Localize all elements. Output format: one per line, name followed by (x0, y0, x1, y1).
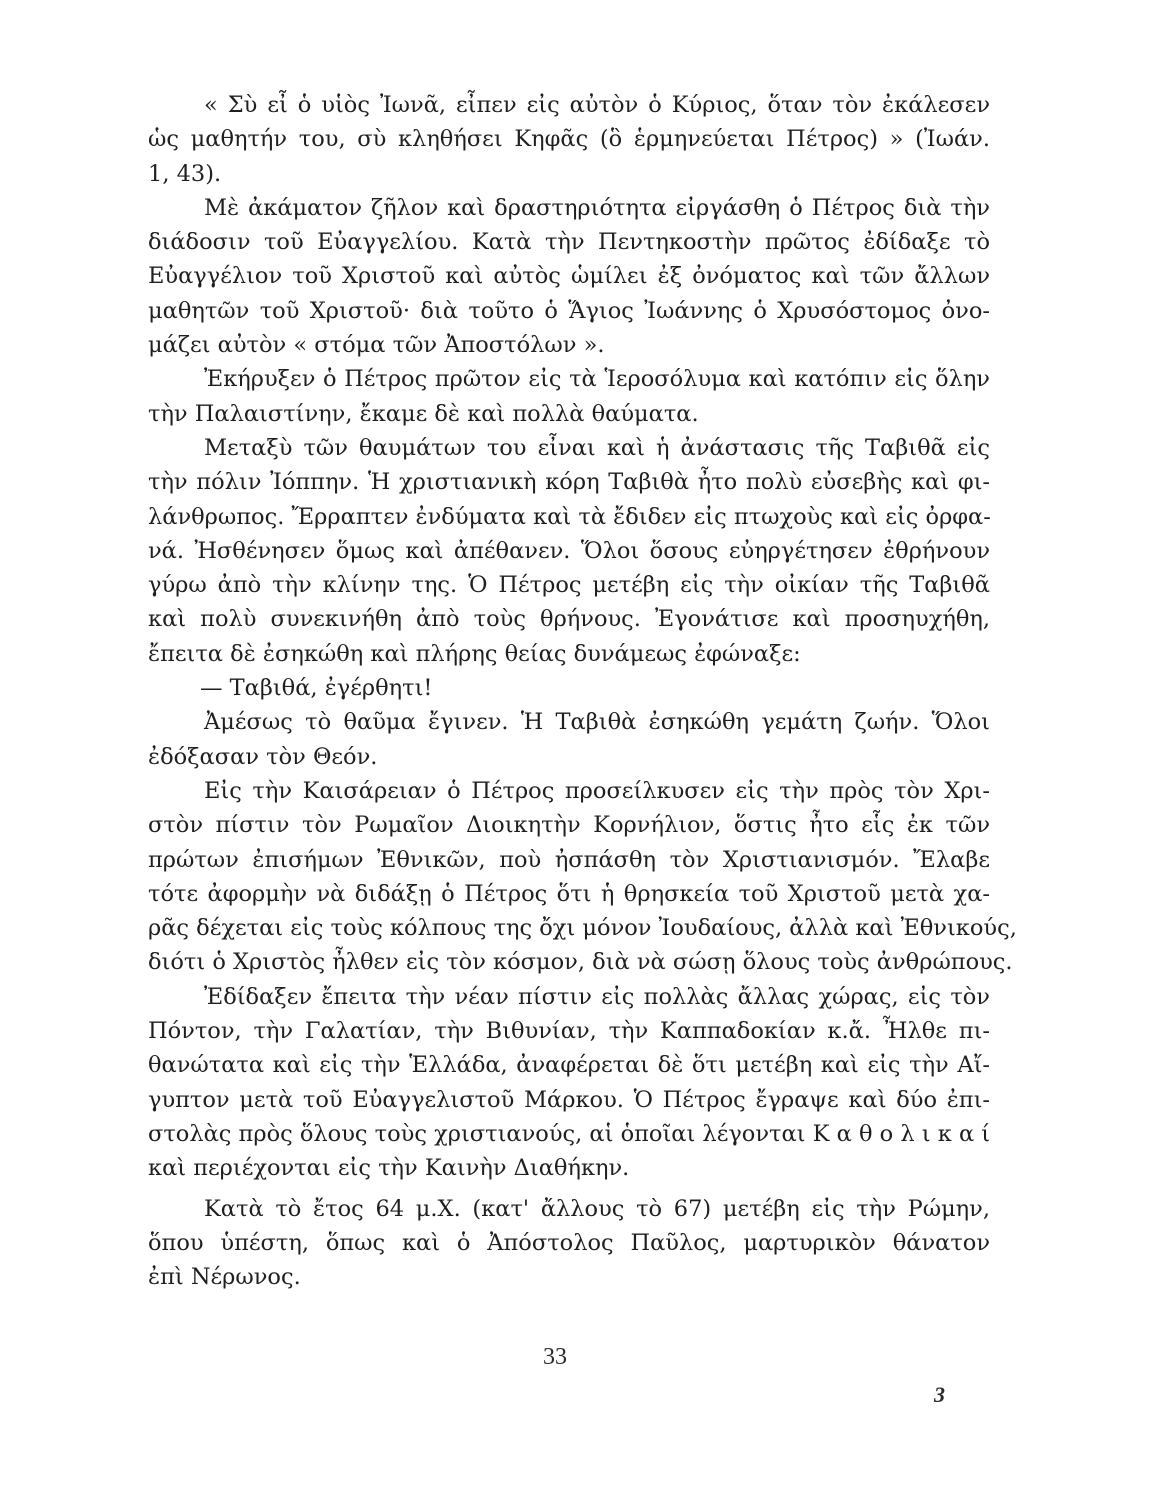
text-line: ἐδόξασαν τὸν Θεόν. (148, 743, 378, 770)
text-line: στὸν πίστιν τὸν Ρωμαῖον Διοικητὴν Κορνήλιον, ὅστις ἦτο εἷς ἐκ τῶν (148, 812, 990, 839)
text-line: τότε ἀφορμὴν νὰ διδάξῃ ὁ Πέτρος ὅτι ἡ θρησκεία τοῦ Χριστοῦ μετὰ χα- (148, 880, 990, 907)
text-line: Ἐδίδαξεν ἔπειτα τὴν νέαν πίστιν εἰς πολλὰς ἄλλας χώρας, εἰς τὸν (204, 983, 990, 1010)
text-line: ἐπὶ Νέρωνος. (148, 1264, 301, 1291)
text-line: Ἀμέσως τὸ θαῦμα ἔγινεν. Ἡ Ταβιθὰ ἐσηκώθη γεμάτη ζωήν. Ὅλοι (204, 709, 990, 736)
text-line: Μὲ ἀκάματον ζῆλον καὶ δραστηριότητα εἰργάσθη ὁ Πέτρος διὰ τὴν (204, 194, 990, 221)
text-line: διότι ὁ Χριστὸς ἦλθεν εἰς τὸν κόσμον, διὰ νὰ σώσῃ ὅλους τοὺς ἀνθρώπους. (148, 949, 1013, 976)
body-text (148, 88, 1017, 1294)
text-line: μαθητῶν τοῦ Χριστοῦ· διὰ τοῦτο ὁ Ἅγιος Ἰωάννης ὁ Χρυσόστομος ὀνο- (148, 297, 990, 324)
text-line: μάζει αὐτὸν « στόμα τῶν Ἀποστόλων ». (148, 332, 605, 359)
text-line: στολὰς πρὸς ὅλους τοὺς χριστιανούς, αἱ ὁποῖαι λέγονται Κ α θ ο λ ι κ α ί (148, 1120, 991, 1147)
text-line: — Ταβιθά, ἐγέρθητι! (200, 675, 433, 702)
text-line: νά. Ἠσθένησεν ὅμως καὶ ἀπέθανεν. Ὅλοι ὅσους εὐηργέτησεν ἐθρήνουν (148, 537, 990, 564)
text-line: Ἐκήρυξεν ὁ Πέτρος πρῶτον εἰς τὰ Ἱεροσόλυμα καὶ κατόπιν εἰς ὅλην (204, 366, 990, 393)
text-line: Μεταξὺ τῶν θαυμάτων του εἶναι καὶ ἡ ἀνάστασις τῆς Ταβιθᾶ εἰς (204, 434, 990, 461)
text-line: Εὐαγγέλιον τοῦ Χριστοῦ καὶ αὐτὸς ὡμίλει ἐξ ὀνόματος καὶ τῶν ἄλλων (148, 263, 990, 290)
text-line: πρώτων ἐπισήμων Ἐθνικῶν, ποὺ ἠσπάσθη τὸν Χριστιανισμόν. Ἔλαβε (148, 846, 990, 873)
text-line: Κατὰ τὸ ἔτος 64 μ.Χ. (κατ' ἄλλους τὸ 67) μετέβη εἰς τὴν Ρώμην, (204, 1195, 990, 1222)
text-line: τὴν πόλιν Ἰόππην. Ἡ χριστιανικὴ κόρη Ταβιθὰ ἦτο πολὺ εὐσεβὴς καὶ φι- (148, 469, 990, 496)
text-line: Εἰς τὴν Καισάρειαν ὁ Πέτρος προσείλκυσεν εἰς τὴν πρὸς τὸν Χρι- (204, 777, 990, 804)
text-line: γύρω ἀπὸ τὴν κλίνην της. Ὁ Πέτρος μετέβη εἰς τὴν οἰκίαν τῆς Ταβιθᾶ (148, 572, 990, 599)
text-line: θανώτατα καὶ εἰς τὴν Ἑλλάδα, ἀναφέρεται δὲ ὅτι μετέβη καὶ εἰς τὴν Αἴ- (148, 1052, 990, 1079)
text-line: 1, 43). (148, 160, 222, 187)
text-line: γυπτον μετὰ τοῦ Εὐαγγελιστοῦ Μάρκου. Ὁ Πέτρος ἔγραψε καὶ δύο ἐπι- (148, 1086, 990, 1113)
text-line: τὴν Παλαιστίνην, ἔκαμε δὲ καὶ πολλὰ θαύματα. (148, 400, 699, 427)
text-line: λάνθρωπος. Ἔρραπτεν ἐνδύματα καὶ τὰ ἔδιδεν εἰς πτωχοὺς καὶ εἰς ὀρφα- (148, 503, 991, 530)
page-number: 33 (543, 1344, 567, 1370)
text-line: ὅπου ὑπέστη, ὅπως καὶ ὁ Ἀπόστολος Παῦλος, μαρτυρικὸν θάνατον (148, 1229, 990, 1256)
text-line: ἔπειτα δὲ ἐσηκώθη καὶ πλήρης θείας δυνάμεως ἐφώναξε: (148, 640, 801, 667)
text-line: καὶ περιέχονται εἰς τὴν Καινὴν Διαθήκην. (148, 1155, 630, 1182)
text-line: διάδοσιν τοῦ Εὐαγγελίου. Κατὰ τὴν Πεντηκοστὴν πρῶτος ἐδίδαξε τὸ (148, 229, 990, 256)
text-line: « Σὺ εἶ ὁ υἱὸς Ἰωνᾶ, εἶπεν εἰς αὐτὸν ὁ Κύριος, ὅταν τὸν ἐκάλεσεν (204, 92, 990, 118)
text-line: ρᾶς δέχεται εἰς τοὺς κόλπους της ὄχι μόνον Ἰουδαίους, ἀλλὰ καὶ Ἐθνικούς, (148, 915, 1017, 942)
text-line: καὶ πολὺ συνεκινήθη ἀπὸ τοὺς θρήνους. Ἐγονάτισε καὶ προσηυχήθη, (148, 606, 990, 633)
text-line: ὡς μαθητήν του, σὺ κληθήσει Κηφᾶς (ὃ ἑρμηνεύεται Πέτρος) » (Ἰωάν. (148, 126, 990, 153)
signature-mark: 3 (934, 1382, 945, 1407)
text-line: Πόντον, τὴν Γαλατίαν, τὴν Βιθυνίαν, τὴν Καππαδοκίαν κ.ἄ. Ἦλθε πι- (148, 1018, 990, 1045)
